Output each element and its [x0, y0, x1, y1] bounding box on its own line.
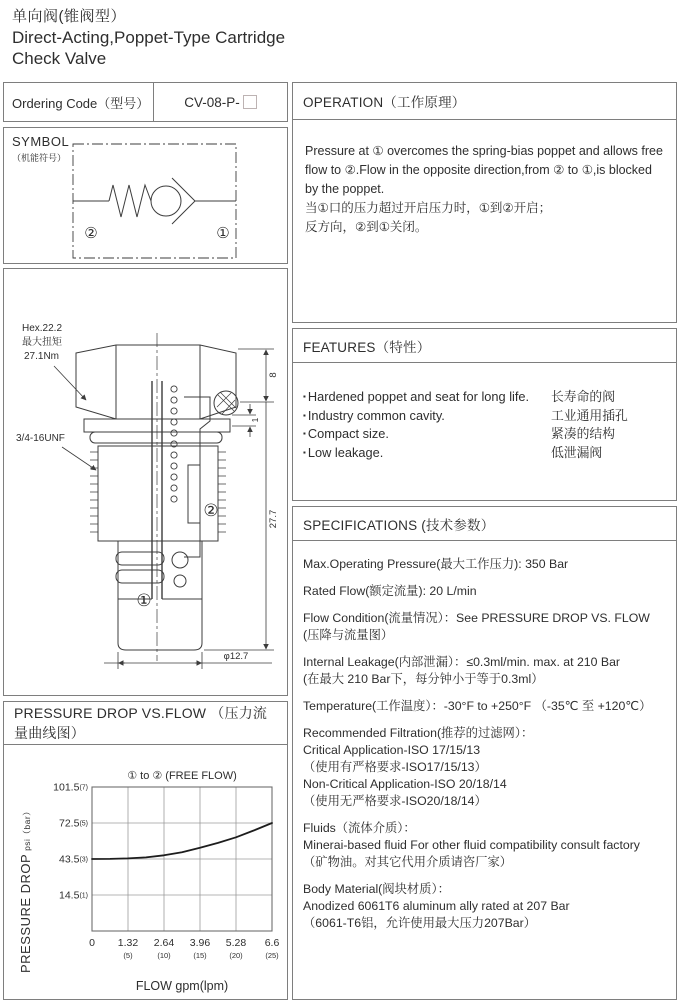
spec-line: Body Material(阀块材质）：	[303, 882, 450, 896]
specifications-panel	[292, 506, 677, 1000]
spec-internal-leakage	[303, 654, 668, 688]
spec-line: (压降与流量图）	[303, 628, 394, 642]
x-axis-label: FLOW gpm(lpm)	[135, 979, 229, 993]
drawing-port-1: ①	[136, 591, 152, 610]
dim-8-label: 8	[268, 372, 279, 378]
dim-diameter-label: φ12.7	[223, 651, 249, 662]
chart-section-title: PRESSURE DROP VS.FLOW （压力流量曲线图）	[4, 702, 287, 745]
features-panel	[292, 328, 677, 501]
spec-line: Minerai-based fluid For other fluid compatibility consult factory	[303, 838, 640, 852]
spec-line: Fluids（流体介质）：	[303, 821, 416, 835]
spec-line: （6061-T6铝，允许使用最大压力207Bar）	[303, 916, 537, 930]
spec-flow-condition	[303, 610, 668, 644]
features-list	[293, 363, 676, 462]
symbol-title: SYMBOL	[12, 134, 70, 149]
spec-line: Internal Leakage(内部泄漏）：≤0.3ml/min. max. at 210 Bar	[303, 655, 621, 669]
symbol-label-block	[12, 134, 69, 164]
document-title-block	[12, 7, 285, 69]
spec-body-material	[303, 881, 668, 932]
feature-zh: 紧凑的结构	[551, 426, 615, 441]
valve-cross-section-drawing	[4, 269, 287, 695]
y-tick-label: 101.5(7)	[53, 781, 88, 794]
dim-277-label: 27.7	[268, 509, 279, 529]
feature-en: ▪ Compact size.	[303, 425, 551, 444]
spec-recommended-filtration	[303, 725, 668, 810]
feature-en: ▪ Industry common cavity.	[303, 407, 551, 426]
x-tick-sublabel: (15)	[193, 951, 207, 960]
feature-zh: 工业通用插孔	[551, 407, 628, 423]
valve-body-outline	[76, 333, 238, 661]
feature-item	[303, 425, 668, 444]
spec-line: (在最大 210 Bar下，每分钟小于等于0.3ml）	[303, 672, 544, 686]
feature-en: ▪ Hardened poppet and seat for long life.	[303, 388, 551, 407]
hex-label-line1: Hex.22.2	[22, 323, 63, 334]
valve-drawing-panel	[3, 268, 288, 696]
ordering-code-text: CV-08-P-	[184, 94, 240, 110]
ordering-code-label: Ordering Code（型号）	[4, 83, 154, 121]
drawing-port-2: ②	[203, 501, 219, 520]
y-tick-label: 72.5(5)	[59, 817, 88, 830]
x-tick-sublabel: (25)	[265, 951, 279, 960]
spec-line: （矿物油。对其它代用介质请咨厂家）	[303, 855, 513, 869]
y-axis-label: PRESSURE DROP psi（bar）	[18, 806, 33, 973]
feature-en: ▪ Low leakage.	[303, 444, 551, 463]
title-english-line2: Check Valve	[12, 49, 107, 68]
spec-line: Recommended Filtration(推荐的过滤网）：	[303, 726, 534, 740]
thread-label: 3/4-16UNF	[16, 433, 65, 444]
feature-zh: 低泄漏阀	[551, 444, 603, 460]
spec-line: Anodized 6061T6 aluminum ally rated at 207 Bar	[303, 899, 570, 913]
operation-title: OPERATION（工作原理）	[293, 83, 676, 120]
feature-item	[303, 388, 668, 407]
chart-title: ① to ② (FREE FLOW)	[127, 770, 237, 782]
code-placeholder-box	[243, 95, 257, 109]
spec-line: Rated Flow(额定流量): 20 L/min	[303, 584, 477, 598]
symbol-port-1: ①	[216, 225, 230, 242]
pressure-drop-curve	[92, 823, 272, 859]
spec-line: Temperature(工作温度）：-30°F to +250°F （-35℃ 至 +120℃）	[303, 699, 652, 713]
feature-zh: 长寿命的阀	[551, 389, 615, 404]
ordering-code-value	[154, 83, 287, 121]
y-tick-label: 14.5(1)	[59, 889, 88, 902]
title-english-line1: Direct-Acting,Poppet-Type Cartridge	[12, 28, 286, 47]
operation-body	[293, 120, 676, 237]
spec-line: Non-Critical Application-ISO 20/18/14	[303, 777, 507, 791]
ordering-code-panel	[3, 82, 288, 122]
specifications-title: SPECIFICATIONS (技术参数）	[293, 507, 676, 541]
spec-line: Max.Operating Pressure(最大工作压力): 350 Bar	[303, 557, 569, 571]
symbol-panel	[3, 127, 288, 264]
spec-temperature	[303, 698, 668, 715]
x-tick-label: 2.64	[153, 937, 175, 949]
operation-text-zh2: 反方向，②到①关闭。	[305, 220, 428, 234]
feature-item	[303, 407, 668, 426]
dimension-lines	[54, 349, 274, 669]
x-tick-label: 6.6	[264, 937, 280, 949]
symbol-subtitle: （机能符号）	[12, 153, 67, 163]
spec-line: Critical Application-ISO 17/15/13	[303, 743, 481, 757]
symbol-port-2: ②	[84, 225, 98, 242]
pressure-drop-chart-panel	[3, 701, 288, 1000]
y-tick-label: 43.5(3)	[59, 853, 88, 866]
title-chinese: 单向阀(锥阀型）	[12, 8, 126, 25]
hex-label-line2: 最大扭矩	[22, 337, 62, 348]
pressure-drop-vs-flow-chart	[4, 745, 287, 999]
spec-rated-flow	[303, 583, 668, 600]
x-tick-label: 0	[89, 937, 95, 949]
feature-item	[303, 444, 668, 463]
spec-line: （使用无严格要求-ISO20/18/14）	[303, 794, 487, 808]
features-title: FEATURES（特性）	[293, 329, 676, 363]
x-tick-sublabel: (10)	[157, 951, 171, 960]
x-tick-label: 5.28	[225, 937, 247, 949]
specifications-list	[293, 541, 676, 932]
x-tick-label: 3.96	[189, 937, 211, 949]
operation-text-zh1: 当①口的压力超过开启压力时，①到②开启；	[305, 201, 552, 215]
hex-label-line3: 27.1Nm	[24, 351, 60, 362]
spec-max-operating-pressure	[303, 556, 668, 573]
operation-panel	[292, 82, 677, 323]
operation-text-en: Pressure at ① overcomes the spring-bias poppet and allows free flow to ②.Flow in the opposite direction,from ② to ①,is blocked by the poppet.	[305, 144, 663, 196]
spec-line: Flow Condition(流量情况）：See PRESSURE DROP VS. FLOW	[303, 611, 650, 625]
spec-line: （使用有严格要求-ISO17/15/13）	[303, 760, 487, 774]
spec-fluids	[303, 820, 668, 871]
x-tick-sublabel: (5)	[123, 951, 133, 960]
dim-1-label: 1	[250, 417, 260, 423]
drawing-annotations	[16, 323, 279, 662]
x-tick-sublabel: (20)	[229, 951, 243, 960]
x-tick-label: 1.32	[117, 937, 139, 949]
